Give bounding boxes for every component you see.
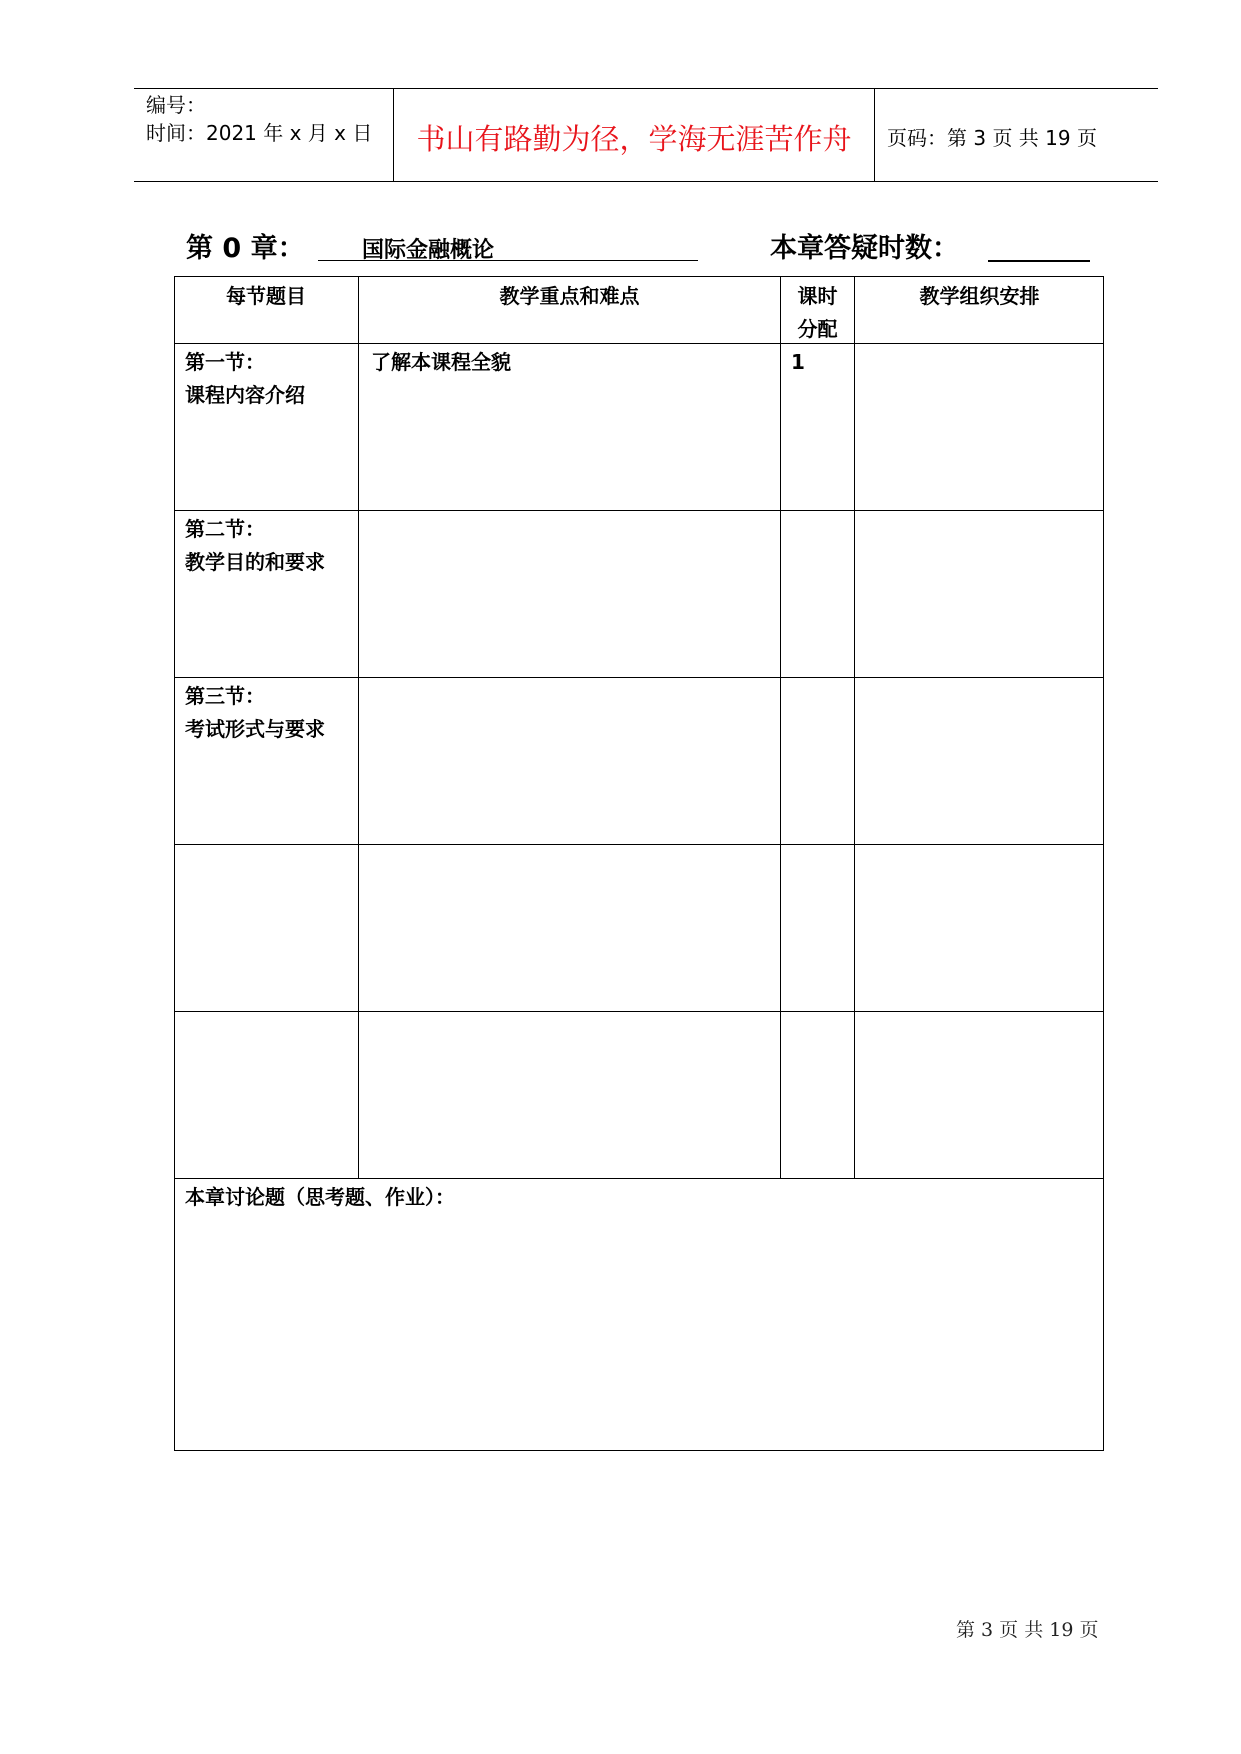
number-label: 编号：	[146, 93, 206, 117]
table-vline	[358, 276, 359, 1178]
header-meta-cell	[134, 89, 394, 181]
header-topic: 每节题目	[226, 284, 306, 308]
chapter-name: 国际金融概论	[362, 238, 495, 263]
row-1-hours: 1	[791, 350, 805, 374]
row-3-topic	[185, 680, 355, 746]
chapter-row	[186, 226, 1096, 266]
table-hline	[174, 1011, 1104, 1012]
header-arrangement: 教学组织安排	[919, 284, 1040, 308]
table-hline	[174, 1178, 1104, 1179]
row-1-topic-line2: 课程内容介绍	[185, 383, 305, 407]
table-hline	[174, 343, 1104, 344]
qa-hours-blank[interactable]	[988, 260, 1090, 262]
discussion-label: 本章讨论题（思考题、作业）：	[185, 1185, 455, 1209]
page-header	[134, 88, 1158, 182]
table-hline	[174, 510, 1104, 511]
header-hours-line2: 分配	[797, 317, 838, 341]
table-border	[174, 276, 1104, 1451]
row-1-key-points: 了解本课程全貌	[371, 350, 511, 374]
footer-page-number: 第 3 页 共 19 页	[956, 1619, 1099, 1641]
header-key-points: 教学重点和难点	[499, 284, 640, 308]
time-label: 时间：2021 年 x 月 x 日	[146, 121, 373, 145]
header-page-info: 页码：第 3 页 共 19 页	[887, 126, 1097, 150]
header-hours-line1: 课时	[797, 284, 838, 308]
header-hours	[781, 276, 854, 346]
motto-text: 书山有路勤为径，学海无涯苦作舟	[416, 122, 852, 156]
row-2-topic	[185, 513, 355, 579]
table-vline	[780, 276, 781, 1178]
row-1-topic-line1: 第一节：	[185, 350, 265, 374]
row-3-topic-line2: 考试形式与要求	[185, 717, 325, 741]
header-page-cell	[875, 89, 1158, 181]
lesson-plan-table	[174, 276, 1104, 1451]
table-vline	[854, 276, 855, 1178]
table-hline	[174, 677, 1104, 678]
chapter-label: 第 0 章：	[186, 233, 305, 264]
row-2-topic-line1: 第二节：	[185, 517, 265, 541]
qa-hours-label: 本章答疑时数：	[770, 233, 959, 264]
row-1-topic	[185, 346, 355, 412]
table-hline	[174, 844, 1104, 845]
row-2-topic-line2: 教学目的和要求	[185, 550, 325, 574]
header-motto-cell	[394, 89, 875, 181]
row-3-topic-line1: 第三节：	[185, 684, 265, 708]
